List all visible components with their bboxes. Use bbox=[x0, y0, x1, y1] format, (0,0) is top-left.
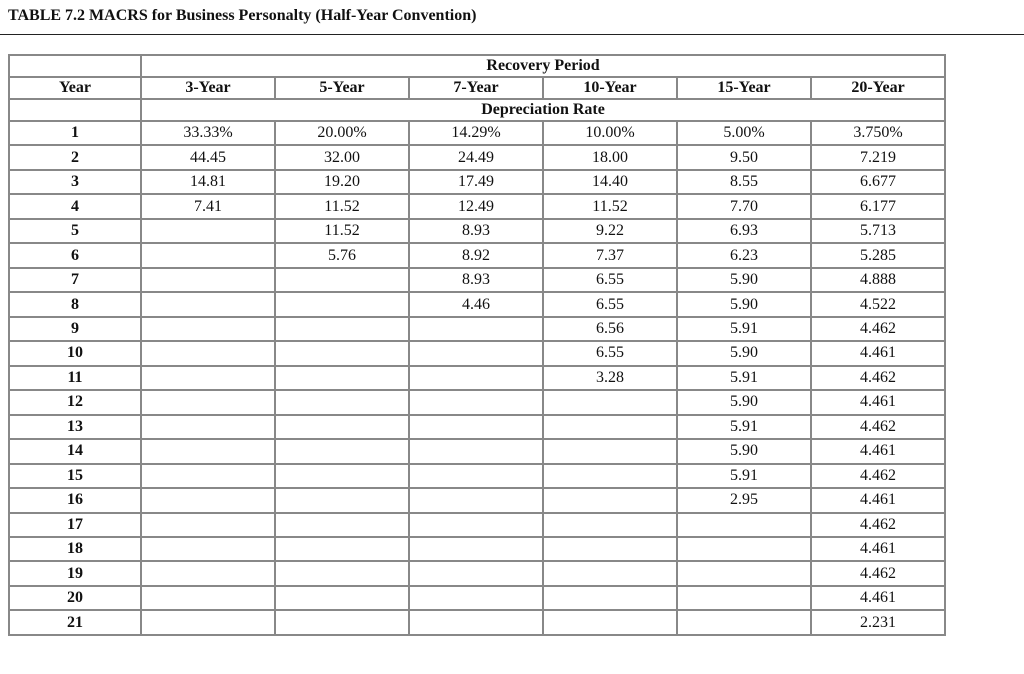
rate-cell: 6.55 bbox=[543, 292, 677, 316]
table-row bbox=[9, 121, 945, 145]
depreciation-rate-row bbox=[9, 99, 945, 121]
rate-cell bbox=[677, 561, 811, 585]
rate-cell bbox=[409, 586, 543, 610]
rate-cell: 14.81 bbox=[141, 170, 275, 194]
rate-cell bbox=[543, 439, 677, 463]
depreciation-rate-banner: Depreciation Rate bbox=[141, 99, 945, 121]
rate-cell bbox=[141, 219, 275, 243]
rate-cell bbox=[275, 341, 409, 365]
rate-cell: 2.95 bbox=[677, 488, 811, 512]
year-cell: 2 bbox=[9, 145, 141, 169]
rate-cell: 5.91 bbox=[677, 366, 811, 390]
table-row bbox=[9, 145, 945, 169]
rate-cell bbox=[409, 366, 543, 390]
rate-cell bbox=[141, 341, 275, 365]
rate-cell bbox=[409, 513, 543, 537]
recovery-period-banner: Recovery Period bbox=[141, 55, 945, 77]
year-cell: 17 bbox=[9, 513, 141, 537]
rate-cell: 4.462 bbox=[811, 415, 945, 439]
table-row bbox=[9, 390, 945, 414]
table-row bbox=[9, 561, 945, 585]
rate-cell: 7.70 bbox=[677, 194, 811, 218]
rate-cell: 4.461 bbox=[811, 439, 945, 463]
year-cell: 15 bbox=[9, 464, 141, 488]
rate-cell bbox=[141, 586, 275, 610]
rate-cell bbox=[141, 488, 275, 512]
rate-cell: 5.90 bbox=[677, 439, 811, 463]
rate-cell: 4.462 bbox=[811, 561, 945, 585]
rate-cell: 8.93 bbox=[409, 219, 543, 243]
rate-cell: 4.462 bbox=[811, 317, 945, 341]
table-row bbox=[9, 464, 945, 488]
rate-cell: 6.55 bbox=[543, 268, 677, 292]
table-title: TABLE 7.2 MACRS for Business Personalty (Half-Year Convention) bbox=[8, 7, 477, 24]
rate-cell: 14.40 bbox=[543, 170, 677, 194]
rate-cell bbox=[141, 513, 275, 537]
rate-cell: 10.00% bbox=[543, 121, 677, 145]
year-cell: 16 bbox=[9, 488, 141, 512]
rate-cell bbox=[141, 561, 275, 585]
banner-spacer bbox=[9, 55, 141, 77]
year-cell: 18 bbox=[9, 537, 141, 561]
year-cell: 9 bbox=[9, 317, 141, 341]
table-row bbox=[9, 366, 945, 390]
rate-cell: 4.462 bbox=[811, 513, 945, 537]
rate-cell: 6.23 bbox=[677, 243, 811, 267]
rate-cell: 4.461 bbox=[811, 537, 945, 561]
rate-cell bbox=[409, 415, 543, 439]
rate-cell bbox=[275, 439, 409, 463]
rate-cell bbox=[141, 610, 275, 635]
rate-cell bbox=[409, 390, 543, 414]
rate-cell: 5.91 bbox=[677, 317, 811, 341]
rate-cell: 9.50 bbox=[677, 145, 811, 169]
table-row bbox=[9, 537, 945, 561]
rate-cell bbox=[275, 586, 409, 610]
rate-cell bbox=[409, 561, 543, 585]
rate-cell bbox=[275, 390, 409, 414]
year-cell: 20 bbox=[9, 586, 141, 610]
rate-cell bbox=[275, 488, 409, 512]
rate-cell: 11.52 bbox=[543, 194, 677, 218]
year-cell: 14 bbox=[9, 439, 141, 463]
table-row bbox=[9, 586, 945, 610]
rate-cell: 18.00 bbox=[543, 145, 677, 169]
column-header-10-year: 10-Year bbox=[543, 77, 677, 99]
rate-cell: 3.750% bbox=[811, 121, 945, 145]
rate-cell bbox=[409, 537, 543, 561]
rate-cell: 5.90 bbox=[677, 390, 811, 414]
macrs-table bbox=[8, 54, 946, 636]
rate-cell: 7.37 bbox=[543, 243, 677, 267]
rate-cell: 4.461 bbox=[811, 586, 945, 610]
year-cell: 11 bbox=[9, 366, 141, 390]
table-row bbox=[9, 292, 945, 316]
table-row bbox=[9, 415, 945, 439]
rate-cell bbox=[141, 268, 275, 292]
table-row bbox=[9, 513, 945, 537]
rate-cell: 6.177 bbox=[811, 194, 945, 218]
rate-cell bbox=[543, 537, 677, 561]
column-header-5-year: 5-Year bbox=[275, 77, 409, 99]
rate-cell bbox=[141, 464, 275, 488]
rate-cell: 12.49 bbox=[409, 194, 543, 218]
rate-cell: 5.00% bbox=[677, 121, 811, 145]
rate-cell: 4.461 bbox=[811, 341, 945, 365]
year-cell: 1 bbox=[9, 121, 141, 145]
column-header-15-year: 15-Year bbox=[677, 77, 811, 99]
rate-cell: 14.29% bbox=[409, 121, 543, 145]
year-cell: 19 bbox=[9, 561, 141, 585]
rate-cell: 4.522 bbox=[811, 292, 945, 316]
rate-cell bbox=[275, 537, 409, 561]
year-cell: 7 bbox=[9, 268, 141, 292]
year-cell: 10 bbox=[9, 341, 141, 365]
table-body bbox=[9, 121, 945, 635]
rate-cell bbox=[275, 464, 409, 488]
rate-cell: 44.45 bbox=[141, 145, 275, 169]
rate-cell: 5.285 bbox=[811, 243, 945, 267]
rate-cell: 3.28 bbox=[543, 366, 677, 390]
table-row bbox=[9, 317, 945, 341]
rate-cell bbox=[141, 317, 275, 341]
rate-cell bbox=[275, 292, 409, 316]
rate-cell bbox=[543, 513, 677, 537]
year-cell: 12 bbox=[9, 390, 141, 414]
year-spacer bbox=[9, 99, 141, 121]
rate-cell: 8.93 bbox=[409, 268, 543, 292]
rate-cell bbox=[543, 561, 677, 585]
rate-cell bbox=[141, 243, 275, 267]
rate-cell: 4.46 bbox=[409, 292, 543, 316]
year-cell: 8 bbox=[9, 292, 141, 316]
rate-cell bbox=[275, 268, 409, 292]
rate-cell: 7.41 bbox=[141, 194, 275, 218]
rate-cell: 5.90 bbox=[677, 292, 811, 316]
rate-cell: 4.462 bbox=[811, 366, 945, 390]
rate-cell: 8.92 bbox=[409, 243, 543, 267]
rate-cell bbox=[275, 610, 409, 635]
year-cell: 21 bbox=[9, 610, 141, 635]
rate-cell bbox=[409, 439, 543, 463]
rate-cell: 5.90 bbox=[677, 268, 811, 292]
rate-cell bbox=[677, 513, 811, 537]
rate-cell: 11.52 bbox=[275, 219, 409, 243]
rate-cell bbox=[677, 586, 811, 610]
rate-cell: 4.462 bbox=[811, 464, 945, 488]
rate-cell bbox=[141, 390, 275, 414]
column-header-3-year: 3-Year bbox=[141, 77, 275, 99]
rate-cell bbox=[275, 561, 409, 585]
table-row bbox=[9, 170, 945, 194]
rate-cell: 11.52 bbox=[275, 194, 409, 218]
year-cell: 13 bbox=[9, 415, 141, 439]
rate-cell: 20.00% bbox=[275, 121, 409, 145]
rate-cell: 4.461 bbox=[811, 488, 945, 512]
year-cell: 6 bbox=[9, 243, 141, 267]
year-cell: 4 bbox=[9, 194, 141, 218]
rate-cell: 24.49 bbox=[409, 145, 543, 169]
rate-cell: 19.20 bbox=[275, 170, 409, 194]
rate-cell bbox=[409, 488, 543, 512]
rate-cell bbox=[141, 366, 275, 390]
column-header-year: Year bbox=[9, 77, 141, 99]
rate-cell bbox=[275, 513, 409, 537]
rate-cell bbox=[275, 366, 409, 390]
rate-cell bbox=[141, 415, 275, 439]
rate-cell: 5.713 bbox=[811, 219, 945, 243]
year-cell: 3 bbox=[9, 170, 141, 194]
rate-cell: 4.461 bbox=[811, 390, 945, 414]
rate-cell: 4.888 bbox=[811, 268, 945, 292]
title-divider bbox=[0, 34, 1024, 35]
rate-cell bbox=[543, 610, 677, 635]
table-row bbox=[9, 268, 945, 292]
column-header-20-year: 20-Year bbox=[811, 77, 945, 99]
rate-cell: 5.91 bbox=[677, 415, 811, 439]
rate-cell: 6.55 bbox=[543, 341, 677, 365]
rate-cell: 9.22 bbox=[543, 219, 677, 243]
rate-cell bbox=[543, 488, 677, 512]
banner-row bbox=[9, 55, 945, 77]
table-row bbox=[9, 341, 945, 365]
rate-cell bbox=[677, 610, 811, 635]
rate-cell: 6.93 bbox=[677, 219, 811, 243]
rate-cell bbox=[543, 415, 677, 439]
rate-cell: 2.231 bbox=[811, 610, 945, 635]
rate-cell: 5.91 bbox=[677, 464, 811, 488]
rate-cell: 8.55 bbox=[677, 170, 811, 194]
rate-cell: 32.00 bbox=[275, 145, 409, 169]
table-row bbox=[9, 439, 945, 463]
rate-cell: 6.677 bbox=[811, 170, 945, 194]
year-cell: 5 bbox=[9, 219, 141, 243]
rate-cell bbox=[409, 610, 543, 635]
table-row bbox=[9, 610, 945, 635]
table-row bbox=[9, 194, 945, 218]
header-row bbox=[9, 77, 945, 99]
table-row bbox=[9, 219, 945, 243]
rate-cell bbox=[543, 586, 677, 610]
rate-cell: 7.219 bbox=[811, 145, 945, 169]
rate-cell: 17.49 bbox=[409, 170, 543, 194]
table-row bbox=[9, 243, 945, 267]
rate-cell: 5.76 bbox=[275, 243, 409, 267]
column-header-7-year: 7-Year bbox=[409, 77, 543, 99]
rate-cell bbox=[141, 537, 275, 561]
rate-cell bbox=[141, 292, 275, 316]
rate-cell: 33.33% bbox=[141, 121, 275, 145]
rate-cell: 5.90 bbox=[677, 341, 811, 365]
rate-cell bbox=[275, 415, 409, 439]
rate-cell bbox=[543, 390, 677, 414]
rate-cell bbox=[409, 317, 543, 341]
rate-cell bbox=[677, 537, 811, 561]
rate-cell bbox=[409, 341, 543, 365]
rate-cell bbox=[543, 464, 677, 488]
rate-cell bbox=[141, 439, 275, 463]
rate-cell bbox=[409, 464, 543, 488]
table-row bbox=[9, 488, 945, 512]
rate-cell: 6.56 bbox=[543, 317, 677, 341]
rate-cell bbox=[275, 317, 409, 341]
